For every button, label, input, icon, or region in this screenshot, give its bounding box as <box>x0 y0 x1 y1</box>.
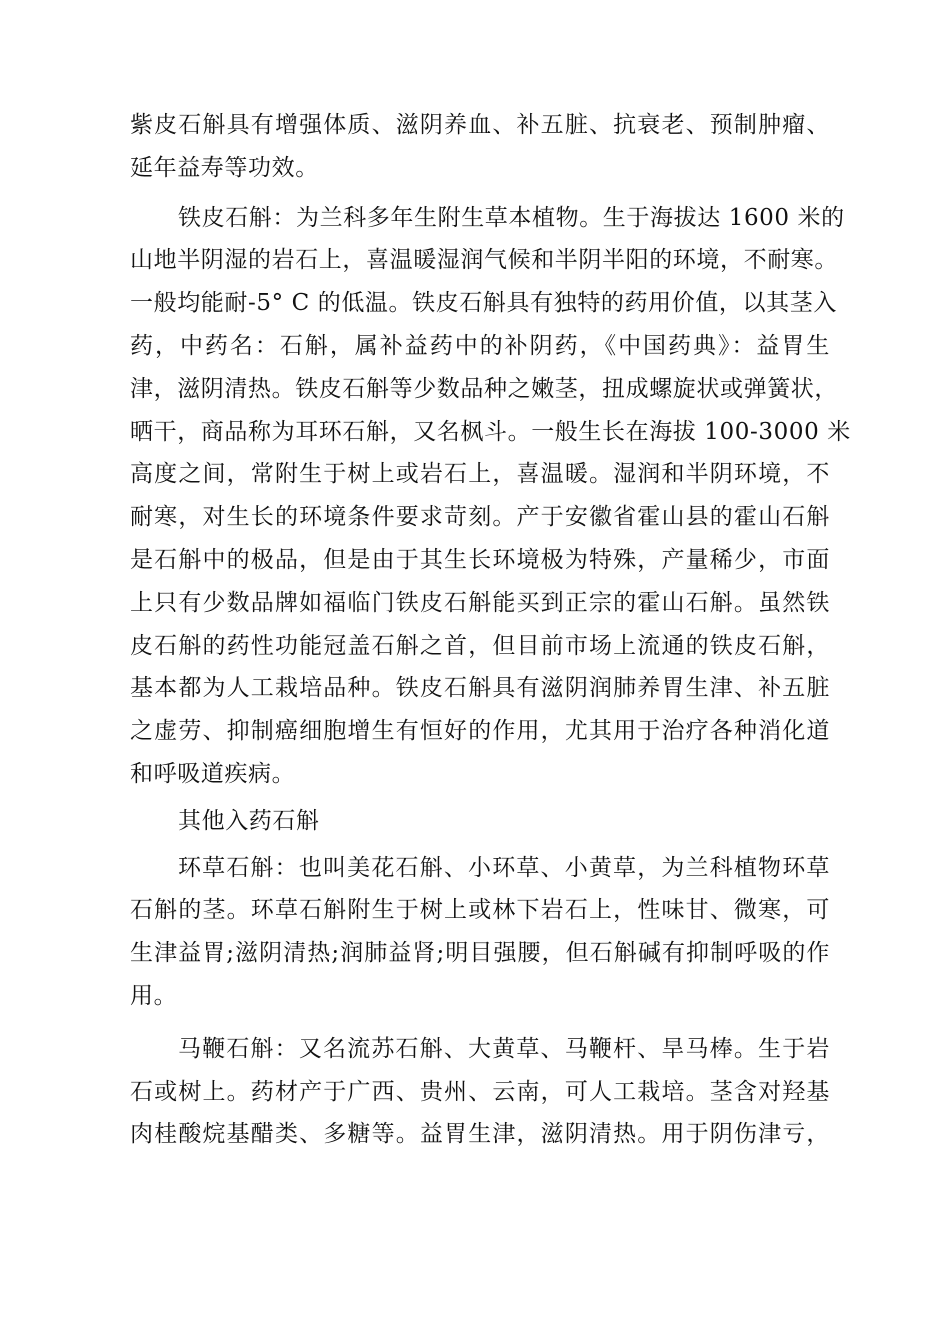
text-line: 之虚劳、抑制癌细胞增生有恒好的作用，尤其用于治疗各种消化道 <box>130 718 830 745</box>
text-line: 津，滋阴清热。铁皮石斛等少数品种之嫩茎，扭成螺旋状或弹簧状， <box>130 375 838 402</box>
section-heading-other-shihu <box>130 800 830 843</box>
text-line: 铁皮石斛：为兰科多年生附生草本植物。生于海拔达 1600 米的 <box>178 204 845 231</box>
text-line: 用。 <box>130 982 178 1009</box>
paragraph-tiepi-shihu <box>130 197 851 796</box>
paragraph-zipi-shihu <box>130 104 830 190</box>
text-line: 和呼吸道疾病。 <box>130 760 296 787</box>
text-line: 延年益寿等功效。 <box>130 154 319 181</box>
paragraph-mabian-shihu <box>130 1028 830 1156</box>
text-line: 紫皮石斛具有增强体质、滋阴养血、补五脏、抗衰老、预制肿瘤、 <box>130 112 830 138</box>
paragraph-huancao-shihu <box>130 847 830 1018</box>
text-line: 晒干，商品称为耳环石斛，又名枫斗。一般生长在海拔 100-3000 米 <box>130 418 851 445</box>
text-line: 马鞭石斛：又名流苏石斛、大黄草、马鞭杆、旱马棒。生于岩 <box>178 1035 830 1062</box>
text-line: 药，中药名：石斛，属补益药中的补阴药，《中国药典》：益胃生 <box>130 332 830 359</box>
text-line: 皮石斛的药性功能冠盖石斛之首，但目前市场上流通的铁皮石斛， <box>130 632 830 659</box>
section-heading: 其他入药石斛 <box>178 807 320 834</box>
text-line: 石斛的茎。环草石斛附生于树上或林下岩石上，性味甘、微寒，可 <box>130 897 830 924</box>
text-line: 石或树上。药材产于广西、贵州、云南，可人工栽培。茎含对羟基 <box>130 1078 830 1105</box>
text-line: 山地半阴湿的岩石上，喜温暖湿润气候和半阴半阳的环境，不耐寒。 <box>130 247 838 274</box>
text-line: 是石斛中的极品，但是由于其生长环境极为特殊，产量稀少，市面 <box>130 546 830 573</box>
text-line: 高度之间，常附生于树上或岩石上，喜温暖。湿润和半阴环境，不 <box>130 461 830 488</box>
text-line: 环草石斛：也叫美花石斛、小环草、小黄草，为兰科植物环草 <box>178 854 830 881</box>
text-line: 肉桂酸烷基醋类、多糖等。益胃生津，滋阴清热。用于阴伤津亏， <box>130 1121 830 1148</box>
text-line: 耐寒，对生长的环境条件要求苛刻。产于安徽省霍山县的霍山石斛 <box>130 504 830 531</box>
text-line: 生津益胃;滋阴清热;润肺益肾;明目强腰，但石斛碱有抑制呼吸的作 <box>130 940 830 967</box>
document-page <box>130 104 851 1156</box>
text-line: 一般均能耐-5° C 的低温。铁皮石斛具有独特的药用价值，以其茎入 <box>130 290 837 317</box>
text-line: 上只有少数品牌如福临门铁皮石斛能买到正宗的霍山石斛。虽然铁 <box>130 589 830 616</box>
text-line: 基本都为人工栽培品种。铁皮石斛具有滋阴润肺养胃生津、补五脏 <box>130 675 830 702</box>
